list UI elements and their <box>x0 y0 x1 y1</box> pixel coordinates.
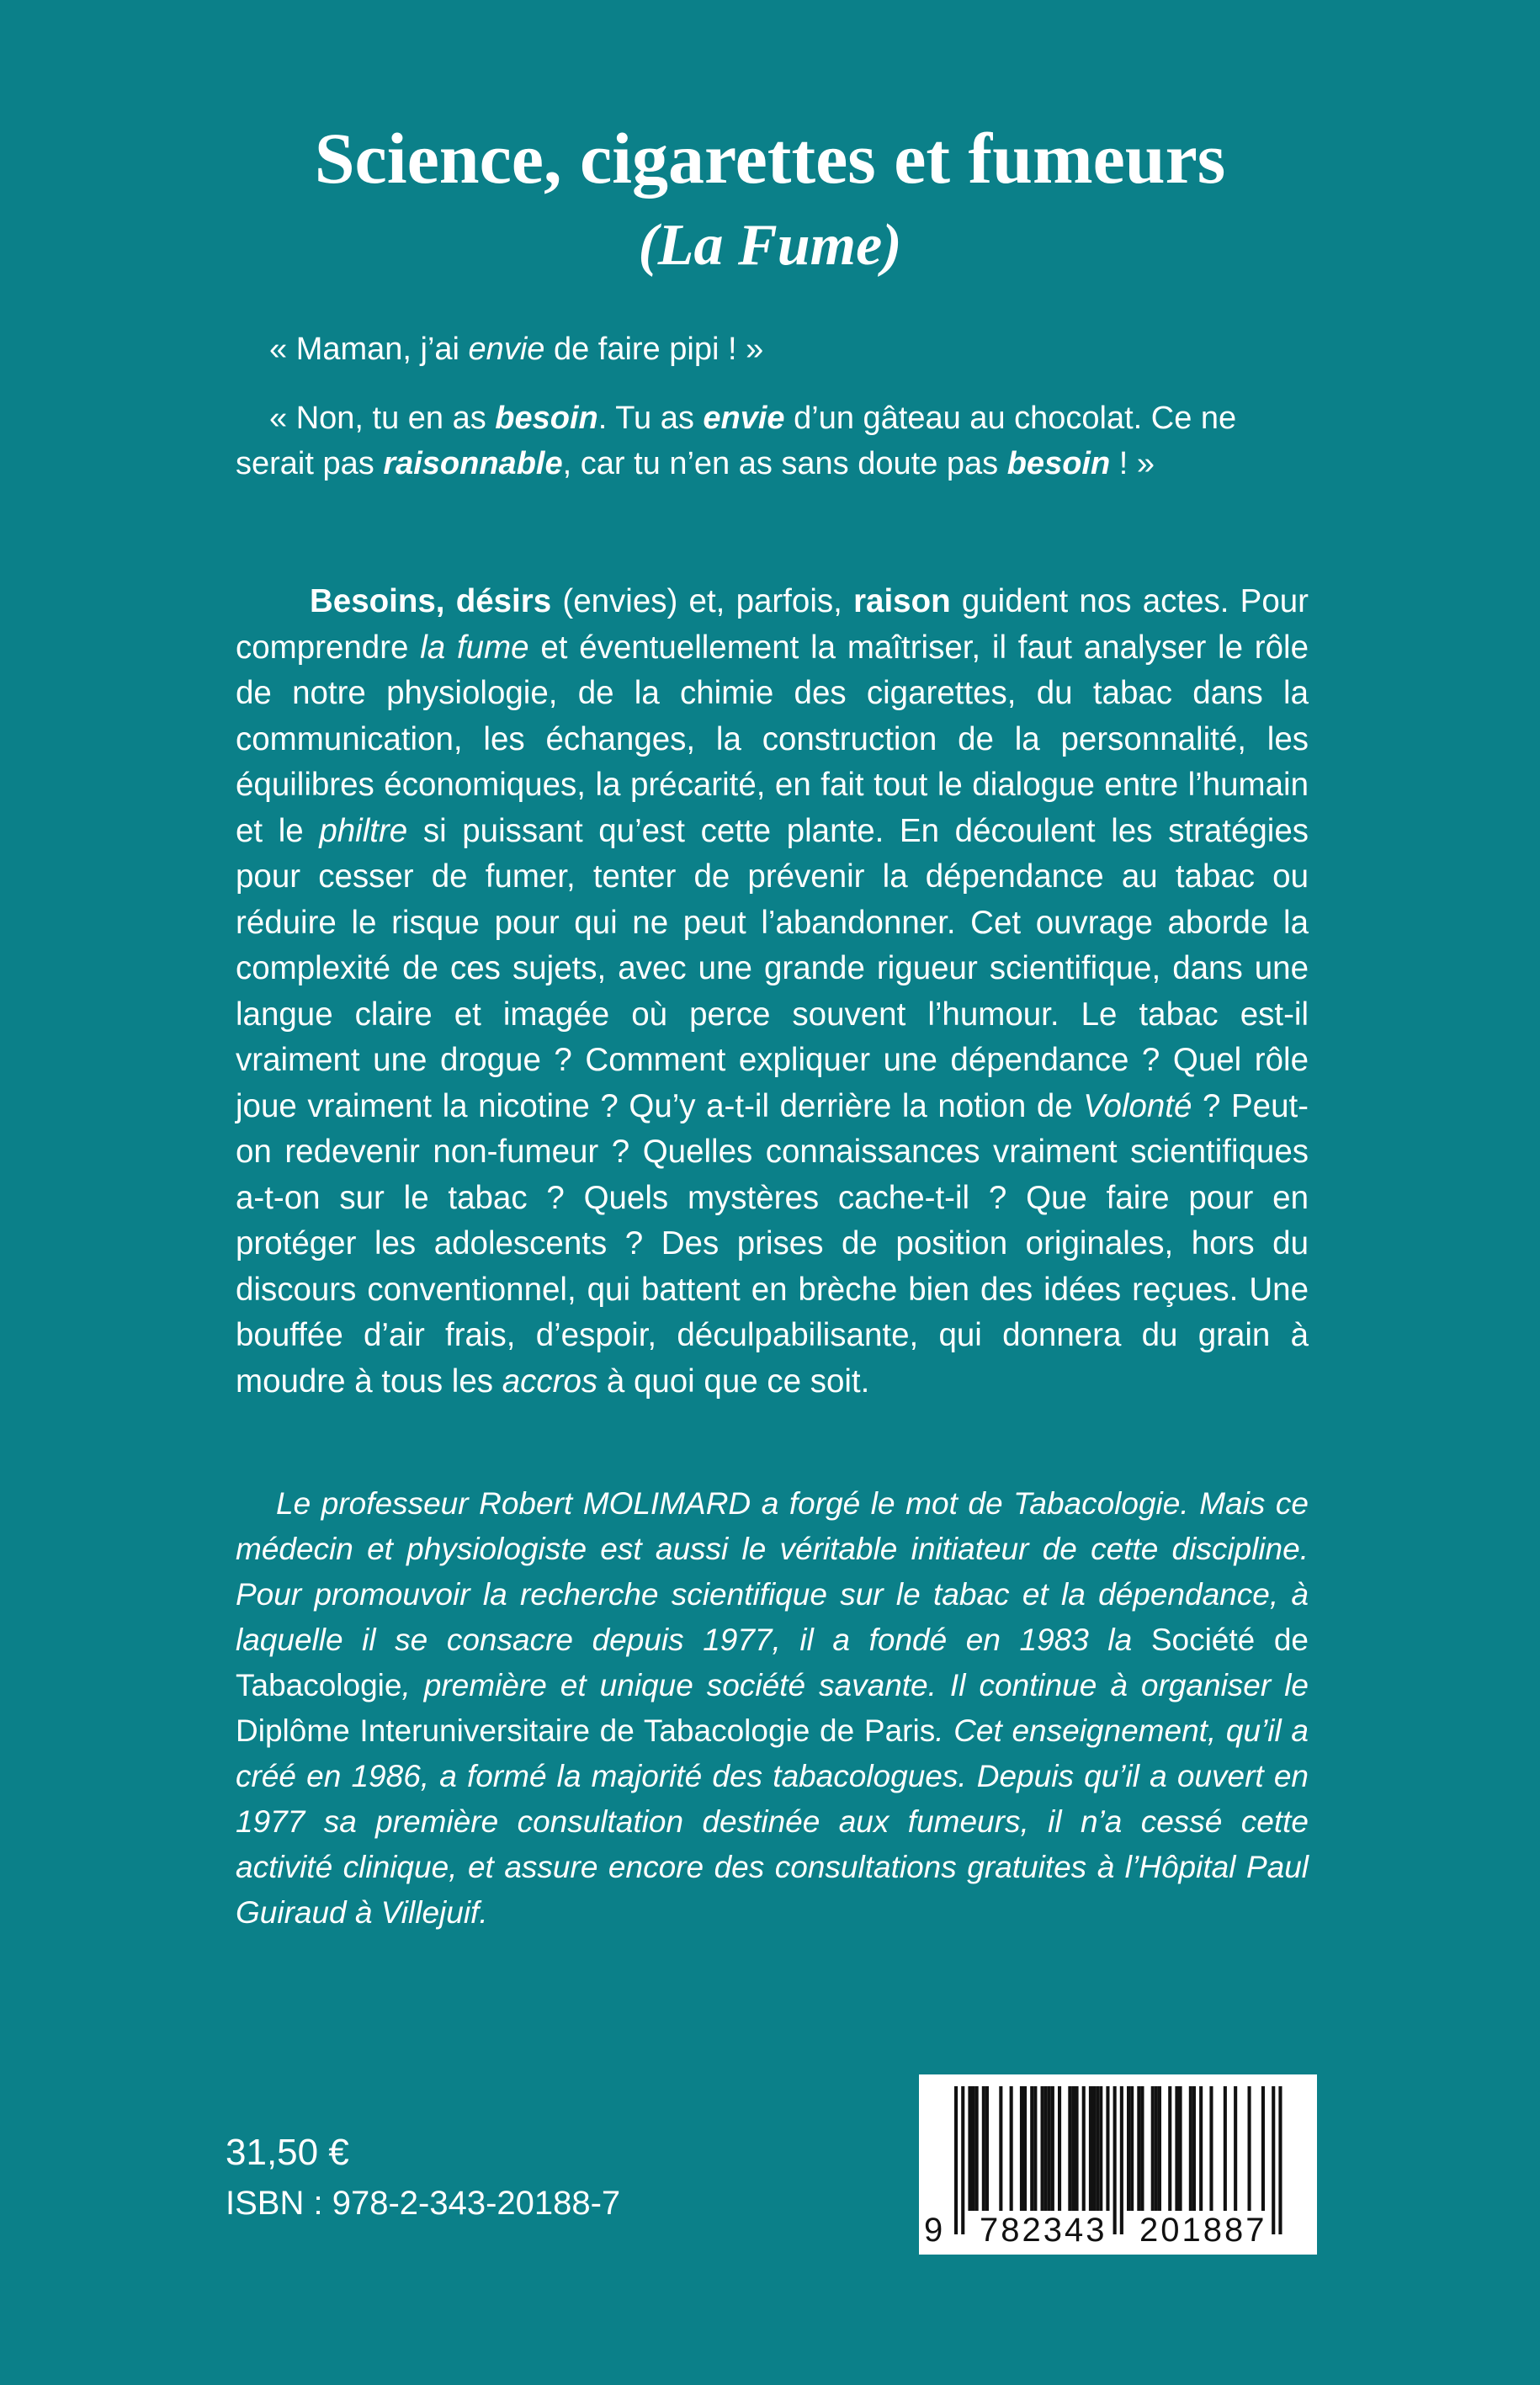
barcode-bar <box>972 2086 975 2211</box>
quote-mother-emphasis: besoin <box>1006 446 1111 481</box>
barcode-bar <box>1199 2086 1203 2211</box>
barcode-bar <box>1155 2086 1158 2211</box>
book-subtitle: (La Fume) <box>638 213 902 278</box>
barcode-bar <box>1075 2086 1079 2211</box>
summary-text: et éventuellement la maîtriser, il faut analyser le rôle de notre physiologie, de la chimie des cigarettes, du tabac dans la communication, les échanges, la construction de la personnalité, les équilibres économiques, la précarité, en fait tout le dialogue entre l’humain et le <box>236 629 1309 849</box>
barcode-bar <box>1224 2086 1227 2211</box>
quote-mother-emphasis: raisonnable <box>383 446 563 481</box>
bio-text: Le professeur Robert MOLIMARD a forgé le mot de Tabacologie. Mais ce médecin et physiologiste est aussi le véritable initiateur de cette discipline. Pour promouvoir la recherche scientifique sur le tabac et la dépendance, à laquelle il se consacre depuis 1977, il a fondé en 1983 la <box>236 1486 1309 1657</box>
barcode-digit-first: 9 <box>924 2212 943 2249</box>
book-summary <box>236 579 1309 1405</box>
barcode-digits-right: 201887 <box>1139 2212 1267 2249</box>
barcode-bar <box>1051 2086 1054 2211</box>
barcode-bar <box>982 2086 985 2211</box>
barcode-bar <box>1089 2086 1092 2211</box>
quote-mother-part: ! » <box>1110 446 1155 481</box>
quote-mother <box>236 396 1309 486</box>
barcode-bar <box>1030 2086 1033 2211</box>
summary-text: ? Peut-on redevenir non-fumeur ? Quelles connaissances vraiment scientifiques a-t-on sur le tabac ? Quels mystères cache-t-il ? Que faire pour en protéger les adolescents ? Des prises de position originales, hors du discours conventionnel, qui battent en brèche bien des idées reçues. Une bouffée d’air frais, d’espoir, déculpabilisante, qui donnera du grain à moudre à tous les <box>236 1087 1309 1400</box>
bio-upright: Diplôme Interuniversitaire de Tabacologie de Paris <box>236 1713 936 1748</box>
summary-text: (envies) et, parfois, <box>551 583 854 619</box>
quote-child-part: de faire pipi ! » <box>544 332 764 367</box>
barcode-digits <box>919 2209 1317 2251</box>
barcode-bar <box>1137 2086 1140 2211</box>
barcode-bar <box>1082 2086 1086 2211</box>
barcode-bar <box>1192 2086 1196 2211</box>
barcode-bar <box>1068 2086 1071 2211</box>
barcode-bar <box>985 2086 989 2211</box>
barcode-bar <box>1058 2086 1061 2211</box>
quote-child <box>236 327 1309 372</box>
barcode-bar <box>1248 2086 1251 2211</box>
barcode-bar <box>1023 2086 1027 2211</box>
quote-child-part: « Maman, j’ai <box>269 332 469 367</box>
barcode-bar <box>1151 2086 1155 2211</box>
summary-text: guident nos actes. Pour comprendre <box>236 583 1309 666</box>
summary-italic: Volonté <box>1083 1087 1192 1124</box>
quote-mother-emphasis: besoin <box>495 401 598 436</box>
quote-mother-part: . Tu as <box>597 401 704 436</box>
barcode-bar <box>1261 2086 1265 2211</box>
summary-text: si puissant qu’est cette plante. En découlent les stratégies pour cesser de fumer, tenter de prévenir la dépendance au tabac ou réduire le risque pour qui ne peut l’abandonner. Cet ouvrage aborde la complexité de ces sujets, avec une grande rigueur scientifique, dans une langue claire et imagée où perce souvent l’humour. Le tabac est-il vraiment une drogue ? Comment expliquer une dépendance ? Quel rôle joue vraiment la nicotine ? Qu’y a-t-il derrière la notion de <box>236 812 1309 1124</box>
barcode-bar <box>1071 2086 1075 2211</box>
summary-italic: la fume <box>420 629 529 666</box>
bio-text: . Cet enseignement, qu’il a créé en 1986, a formé la majorité des tabacologues. Depuis qu’il a ouvert en 1977 sa première consultation destinée aux fumeurs, il n’a cessé cette activité clinique, et assure encore des consultations gratuites à l’Hôpital Paul Guiraud à Villejuif. <box>236 1713 1309 1930</box>
quote-mother-part: d’un gâteau au chocolat. Ce ne serait pas <box>236 401 1237 481</box>
book-title: Science, cigarettes et fumeurs <box>314 118 1226 199</box>
quote-child-emphasis: envie <box>468 332 545 367</box>
barcode <box>919 2074 1317 2255</box>
barcode-bar <box>999 2086 1002 2211</box>
quote-mother-emphasis: envie <box>703 401 785 436</box>
quote-mother-part: « Non, tu en as <box>269 401 496 436</box>
bio-upright: Société de Tabacologie <box>236 1623 1309 1702</box>
barcode-bar <box>1168 2086 1171 2211</box>
barcode-bar <box>1020 2086 1023 2211</box>
barcode-bar <box>1041 2086 1044 2211</box>
bio-text: , première et unique société savante. Il continue à organiser le <box>401 1668 1309 1702</box>
barcode-bar <box>1140 2086 1144 2211</box>
barcode-bar <box>975 2086 979 2211</box>
barcode-bar <box>1010 2086 1013 2211</box>
barcode-bar <box>1130 2086 1134 2211</box>
summary-text: à quoi que ce soit. <box>597 1362 870 1400</box>
barcode-bar <box>1092 2086 1096 2211</box>
quote-mother-part: , car tu n’en as sans doute pas <box>562 446 1007 481</box>
summary-bold: raison <box>853 583 951 619</box>
summary-bold: Besoins, désirs <box>310 583 552 619</box>
barcode-bar <box>1209 2086 1213 2211</box>
barcode-bar <box>1099 2086 1102 2211</box>
barcode-bar <box>1175 2086 1178 2211</box>
barcode-bar <box>1044 2086 1048 2211</box>
barcode-bar <box>1096 2086 1099 2211</box>
barcode-bar <box>1189 2086 1192 2211</box>
barcode-bar <box>1127 2086 1130 2211</box>
barcode-bar <box>1106 2086 1109 2211</box>
barcode-bar <box>1234 2086 1237 2211</box>
isbn-label: ISBN : 978-2-343-20188-7 <box>226 2185 621 2222</box>
author-bio <box>236 1481 1309 1936</box>
price-label: 31,50 € <box>226 2132 349 2173</box>
summary-italic: philtre <box>319 812 408 849</box>
barcode-bar <box>1048 2086 1051 2211</box>
summary-italic: accros <box>502 1362 598 1400</box>
barcode-bar <box>1179 2086 1182 2211</box>
barcode-bar <box>1158 2086 1161 2211</box>
barcode-digits-left: 782343 <box>980 2212 1107 2249</box>
barcode-bar <box>1033 2086 1037 2211</box>
barcode-bar <box>968 2086 971 2211</box>
